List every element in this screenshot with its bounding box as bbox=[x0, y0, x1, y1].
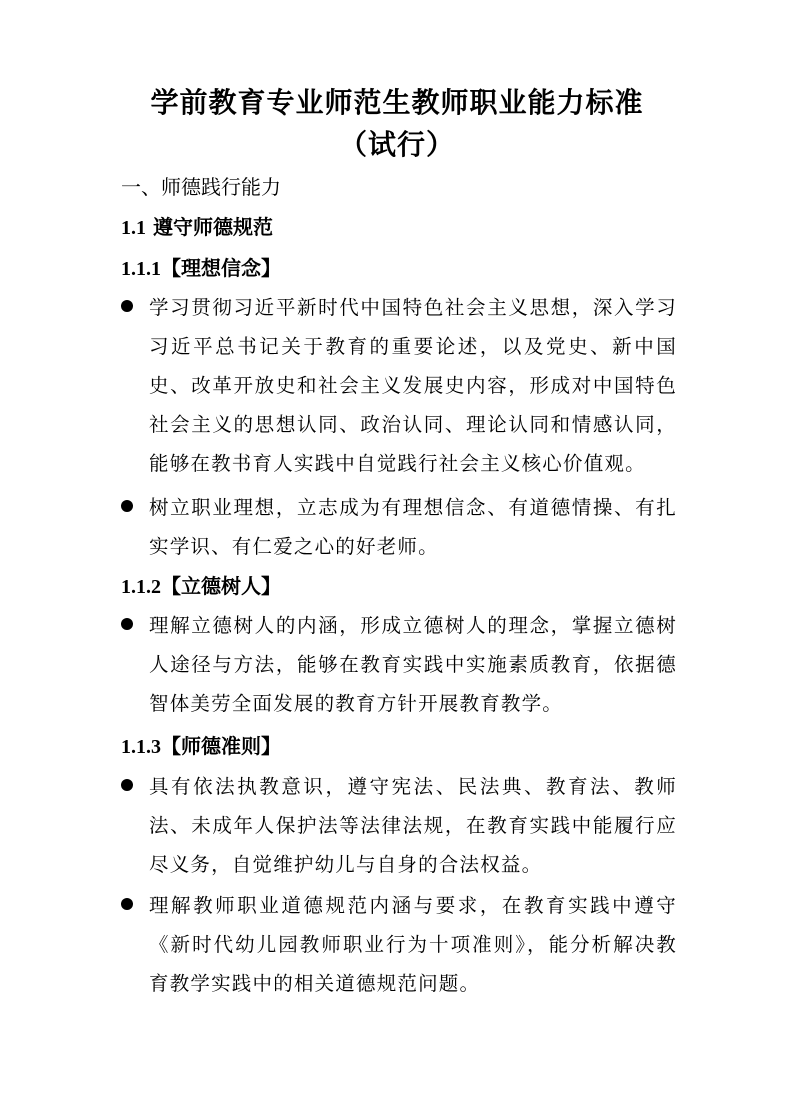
bullet-icon bbox=[121, 300, 133, 312]
list-item-text: 学习贯彻习近平新时代中国特色社会主义思想，深入学习习近平总书记关于教育的重要论述，以及党史、新中国史、改革开放史和社会主义发展史内容，形成对中国特色社会主义的思想认同、政治认同、理论认同和情感认同，能够在教书育人实践中自觉践行社会主义核心价值观。 bbox=[149, 296, 677, 475]
item-title: 【立德树人】 bbox=[161, 574, 281, 598]
list-item-text: 具有依法执教意识，遵守宪法、民法典、教育法、教师法、未成年人保护法等法律法规，在教育实践中能履行应尽义务，自觉维护幼儿与自身的合法权益。 bbox=[149, 775, 677, 876]
document-title: 学前教育专业师范生教师职业能力标准 bbox=[150, 86, 644, 119]
item-title: 【师德准则】 bbox=[161, 734, 281, 758]
bullet-icon bbox=[121, 779, 133, 791]
list-item bbox=[121, 606, 677, 723]
item-heading bbox=[121, 572, 281, 601]
list-item-text: 树立职业理想，立志成为有理想信念、有道德情操、有扎实学识、有仁爱之心的好老师。 bbox=[149, 496, 677, 558]
section-heading: 一、师德践行能力 bbox=[121, 175, 281, 199]
subsection-title: 遵守师德规范 bbox=[152, 215, 273, 239]
item-heading bbox=[121, 732, 281, 761]
list-item-text: 理解教师职业道德规范内涵与要求，在教育实践中遵守《新时代幼儿园教师职业行为十项准则》，能分析解决教育教学实践中的相关道德规范问题。 bbox=[149, 894, 677, 995]
item-number: 1.1.1 bbox=[121, 258, 161, 280]
item-heading bbox=[121, 254, 281, 283]
list-item bbox=[121, 886, 677, 1003]
list-item bbox=[121, 488, 677, 566]
document-subtitle: （试行） bbox=[338, 128, 455, 161]
subsection-number: 1.1 bbox=[121, 217, 146, 239]
subsection-heading bbox=[121, 213, 273, 242]
list-item-text: 理解立德树人的内涵，形成立德树人的理念，掌握立德树人途径与方法，能够在教育实践中实施素质教育，依据德智体美劳全面发展的教育方针开展教育教学。 bbox=[149, 614, 677, 715]
list-item bbox=[121, 767, 677, 884]
bullet-icon bbox=[121, 898, 133, 910]
item-title: 【理想信念】 bbox=[161, 256, 281, 280]
item-number: 1.1.2 bbox=[121, 576, 161, 598]
list-item bbox=[121, 288, 677, 483]
bullet-icon bbox=[121, 618, 133, 630]
bullet-icon bbox=[121, 500, 133, 512]
item-number: 1.1.3 bbox=[121, 736, 161, 758]
